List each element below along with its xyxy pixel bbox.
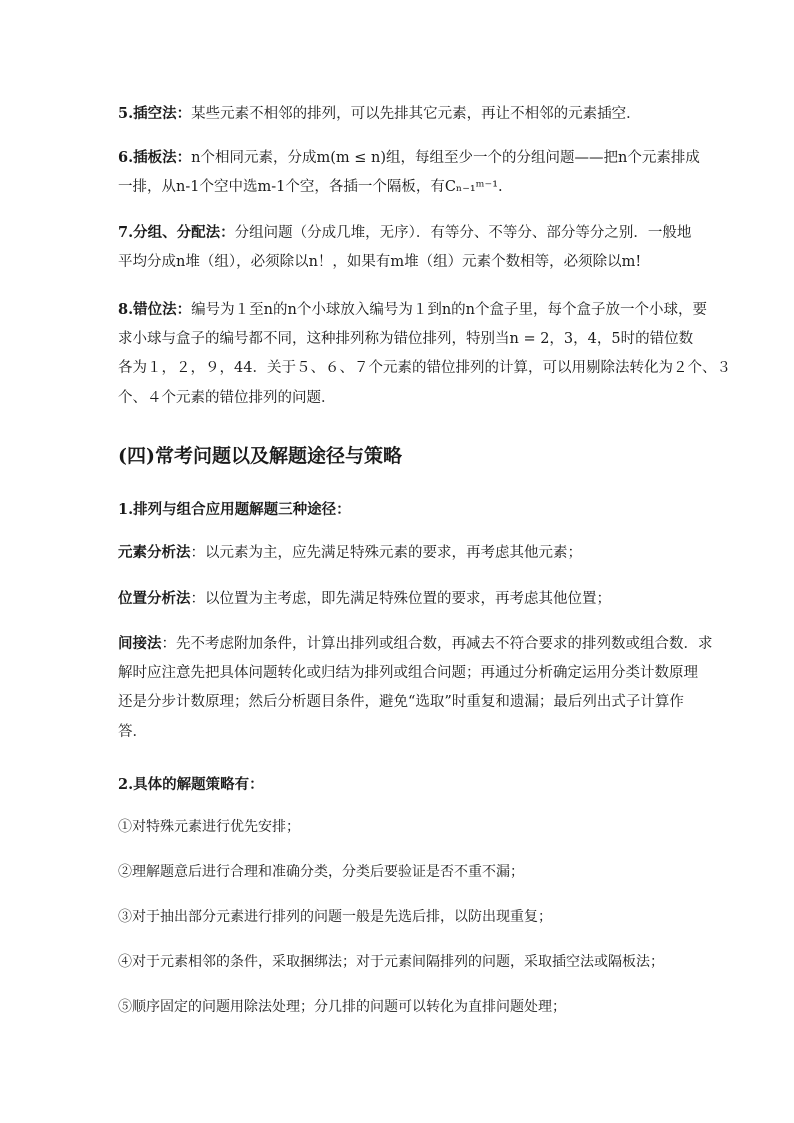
method-5-title: 5.插空法： bbox=[118, 105, 192, 122]
entry-indirect-method-line-3: 还是分步计数原理；然后分析题目条件，避免“选取”时重复和遗漏；最后列出式子计算作 bbox=[118, 694, 684, 710]
method-6-title: 6.插板法： bbox=[118, 149, 192, 166]
method-7 bbox=[118, 218, 692, 277]
part-1-title: 1.排列与组合应用题解题三种途径： bbox=[118, 501, 351, 518]
entry-indirect-method-line-1: ：先不考虑附加条件，计算出排列或组合数，再减去不符合要求的排列数或组合数．求 bbox=[161, 636, 713, 652]
method-8-line-2: 求小球与盒子的编号都不同，这种排列称为错位排列，特别当n = 2，3，4，5时的错位数 bbox=[118, 330, 694, 347]
entry-indirect-method-line-2: 解时应注意先把具体问题转化或归结为排列或组合问题；再通过分析确定运用分类计数原理 bbox=[118, 664, 698, 681]
entry-element-analysis-title: 元素分析法 bbox=[118, 544, 191, 561]
part-2-title: 2.具体的解题策略有： bbox=[118, 776, 264, 793]
entry-indirect-method bbox=[118, 629, 713, 747]
method-8-line-3: 各为１，２，９，44．关于５、６、７个元素的错位排列的计算，可以用剔除法转化为２个、３ bbox=[118, 360, 731, 376]
section-heading: (四)常考问题以及解题途径与策略 bbox=[118, 445, 402, 467]
entry-indirect-method-title: 间接法 bbox=[118, 635, 162, 652]
strategy-item-5: ⑤顺序固定的问题用除法处理；分几排的问题可以转化为直排问题处理； bbox=[118, 999, 566, 1015]
method-7-line-1: 分组问题（分成几堆，无序）．有等分、不等分、部分等分之别．一般地 bbox=[234, 225, 692, 241]
method-8-title: 8.错位法： bbox=[118, 301, 192, 318]
entry-position-analysis bbox=[118, 584, 688, 614]
method-8-line-1: 编号为１至n的n个小球放入编号为１到n的n个盒子里，每个盒子放一个小球，要 bbox=[191, 302, 707, 318]
method-6 bbox=[118, 143, 700, 202]
entry-element-analysis-text: ：以元素为主，应先满足特殊元素的要求，再考虑其他元素； bbox=[190, 545, 582, 561]
method-8 bbox=[118, 295, 731, 413]
entry-indirect-method-line-4: 答． bbox=[118, 723, 147, 740]
method-6-line-2: 一排，从n-1个空中选m-1个空，各插一个隔板，有Cₙ₋₁ᵐ⁻¹. bbox=[118, 178, 503, 195]
entry-element-analysis bbox=[118, 538, 688, 568]
strategy-item-4: ④对于元素相邻的条件，采取捆绑法；对于元素间隔排列的问题，采取插空法或隔板法； bbox=[118, 954, 664, 970]
method-7-title: 7.分组、分配法： bbox=[118, 224, 235, 241]
entry-position-analysis-title: 位置分析法 bbox=[118, 590, 191, 607]
strategy-item-2: ②理解题意后进行合理和准确分类，分类后要验证是否不重不漏； bbox=[118, 864, 524, 880]
strategy-item-1: ①对特殊元素进行优先安排； bbox=[118, 819, 300, 835]
method-7-line-2: 平均分成n堆（组），必须除以n！，如果有m堆（组）元素个数相等，必须除以m! bbox=[118, 253, 642, 270]
strategy-item-3: ③对于抽出部分元素进行排列的问题一般是先选后排，以防出现重复； bbox=[118, 909, 552, 925]
method-6-line-1: n个相同元素，分成m(m ≤ n)组，每组至少一个的分组问题——把n个元素排成 bbox=[191, 150, 700, 166]
method-5 bbox=[118, 99, 688, 129]
method-8-line-4: 个、４个元素的错位排列的问题． bbox=[118, 389, 336, 406]
method-5-line-1: 某些元素不相邻的排列，可以先排其它元素，再让不相邻的元素插空． bbox=[191, 106, 641, 122]
entry-position-analysis-text: ：以位置为主考虑，即先满足特殊位置的要求，再考虑其他位置； bbox=[190, 591, 611, 607]
